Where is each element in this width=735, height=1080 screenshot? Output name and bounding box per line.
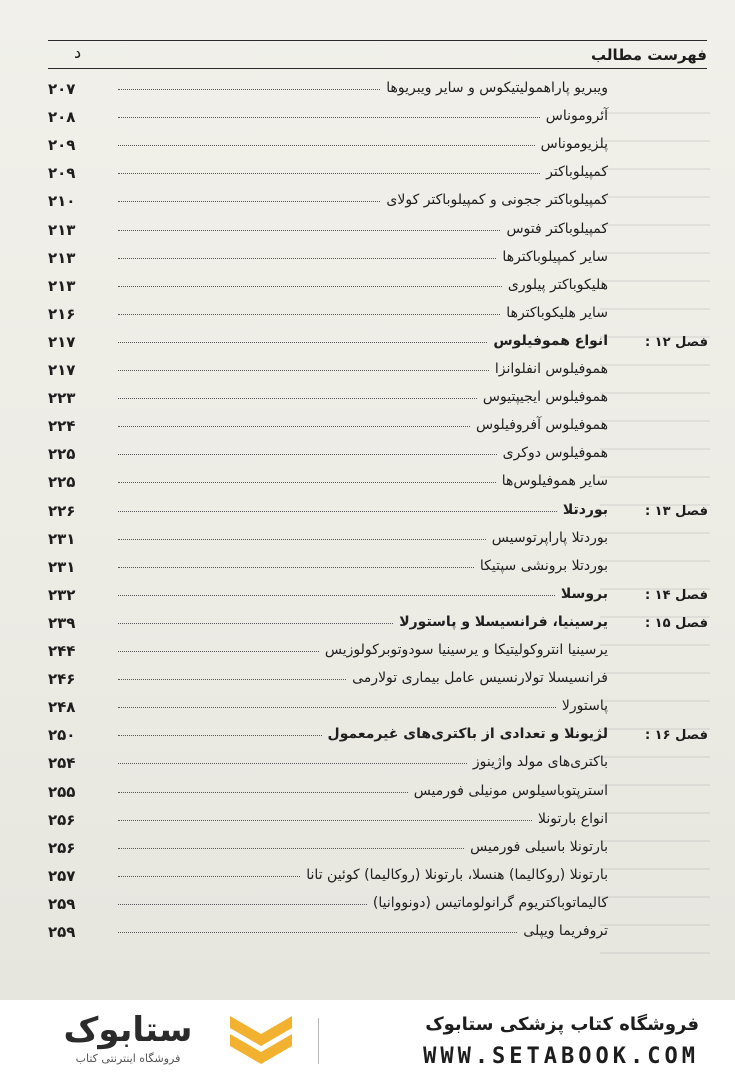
dot-leader [118, 397, 477, 399]
entry-title: بوردتلا [562, 501, 608, 518]
toc-row [48, 106, 708, 134]
page-number: ۲۵۶ [48, 838, 76, 857]
toc-entry [118, 895, 608, 911]
dot-leader [118, 791, 408, 793]
entry-title: ویبریو پاراهمولیتیکوس و سایر ویبریوها [386, 80, 608, 96]
toc-entry [118, 192, 608, 208]
page-title: فهرست مطالب [591, 46, 707, 64]
chapter-label: فصل ۱۲ : [644, 334, 708, 350]
toc-row [48, 303, 708, 331]
dot-leader [118, 425, 470, 427]
entry-title: هموفیلوس آفروفیلوس [476, 417, 608, 434]
running-head [48, 40, 707, 66]
dot-leader [118, 622, 393, 624]
toc-entry [118, 558, 608, 574]
toc-entry [118, 249, 608, 265]
dot-leader [118, 453, 497, 455]
entry-title: سایر هلیکوباکترها [506, 304, 608, 321]
dot-leader [118, 762, 467, 764]
toc-row [48, 471, 708, 499]
dot-leader [118, 594, 555, 596]
toc-row [48, 668, 708, 696]
toc-row [48, 696, 708, 724]
dot-leader [118, 172, 540, 174]
chapter-label: فصل ۱۳ : [644, 503, 708, 519]
page-number: ۲۵۷ [48, 866, 76, 885]
entry-title: فرانسیسلا تولارنسیس عامل بیماری تولارمی [352, 670, 608, 687]
page-number: ۲۰۷ [48, 80, 76, 98]
page-number: ۲۲۶ [48, 501, 76, 520]
entry-title: هموفیلوس دوکری [502, 445, 608, 462]
page-number: ۲۱۶ [48, 304, 76, 323]
toc-entry [118, 389, 608, 405]
entry-title: بارتونلا باسیلی فورمیس [470, 838, 608, 855]
header-rule-bottom [48, 68, 707, 69]
entry-title: بوردتلا پاراپرتوسیس [491, 529, 608, 546]
dot-leader [118, 481, 496, 483]
page-number: ۲۳۱ [48, 557, 76, 576]
toc-row [48, 781, 708, 809]
page-number: ۲۲۵ [48, 445, 76, 464]
toc-entry [118, 586, 608, 602]
toc-entry [118, 277, 608, 293]
page-number: ۲۰۹ [48, 164, 76, 183]
toc-entry [118, 754, 608, 770]
toc-entry [118, 642, 608, 658]
dot-leader [118, 903, 367, 905]
dot-leader [118, 144, 535, 146]
entry-title: کمپیلوباکتر [546, 164, 608, 181]
toc-entry [118, 108, 608, 124]
entry-title: آئروموناس [545, 108, 608, 125]
toc-entry [118, 473, 608, 489]
page-number: ۲۱۳ [48, 220, 76, 239]
page-number: ۲۳۲ [48, 585, 76, 604]
entry-title: هموفیلوس ایجیپتیوس [482, 389, 608, 406]
chapter-label: فصل ۱۶ : [644, 728, 708, 744]
page-number: ۲۱۳ [48, 248, 76, 267]
toc-row [48, 612, 708, 640]
chapter-label: فصل ۱۵ : [644, 615, 708, 631]
page-number: ۲۱۷ [48, 332, 76, 351]
page-number: ۲۰۸ [48, 108, 76, 127]
page-number: ۲۳۱ [48, 529, 76, 548]
banner-divider [318, 1018, 319, 1064]
entry-title: تروفریما ویپلی [523, 923, 608, 939]
toc-row [48, 921, 708, 949]
dot-leader [118, 678, 346, 680]
toc-row [48, 837, 708, 865]
dot-leader [118, 285, 502, 287]
chapter-label: فصل ۱۴ : [644, 587, 708, 603]
toc-row [48, 78, 708, 106]
page-number: ۲۵۴ [48, 754, 76, 773]
toc-entry [118, 305, 608, 321]
page-number: ۲۵۹ [48, 894, 76, 913]
dot-leader [118, 369, 489, 371]
toc-row [48, 556, 708, 584]
entry-title: پلزیوموناس [540, 136, 608, 153]
toc-row [48, 190, 708, 218]
toc-row [48, 500, 708, 528]
entry-title: هلیکوباکتر پیلوری [507, 276, 608, 293]
dot-leader [118, 566, 474, 568]
toc-entry [118, 221, 608, 237]
page-number: ۲۱۷ [48, 361, 76, 379]
entry-title: سایر هموفیلوس‌ها [501, 473, 608, 490]
page-number: ۲۴۶ [48, 670, 76, 689]
entry-title: کمپیلوباکتر فتوس [506, 220, 608, 237]
dot-leader [118, 819, 532, 821]
dot-leader [118, 88, 380, 90]
logo-wordmark: ستابوک [63, 1010, 193, 1050]
page-number: ۲۲۴ [48, 417, 76, 436]
toc-entry [118, 164, 608, 180]
dot-leader [118, 341, 487, 343]
toc-entry [118, 923, 608, 939]
toc-row [48, 584, 708, 612]
entry-title: کالیماتوباکتریوم گرانولوماتیس (دونووانیا) [372, 894, 608, 911]
page-number: ۲۴۸ [48, 698, 76, 717]
chevron-logo-icon [230, 1016, 292, 1066]
toc-row [48, 275, 708, 303]
toc-entry [118, 502, 608, 518]
toc-entry [118, 839, 608, 855]
dot-leader [118, 706, 556, 708]
entry-title: بارتونلا (روکالیما) هنسلا، بارتونلا (روکالیما) کوئین تانا [306, 866, 608, 883]
toc-row [48, 415, 708, 443]
toc-entry [118, 670, 608, 686]
page-number: ۲۱۳ [48, 276, 76, 295]
entry-title: هموفیلوس انفلوانزا [494, 361, 608, 377]
toc-row [48, 443, 708, 471]
page-number: ۲۵۵ [48, 782, 76, 801]
dot-leader [118, 229, 500, 231]
toc-row [48, 219, 708, 247]
entry-title: انواع هموفیلوس [493, 332, 608, 349]
dot-leader [118, 200, 380, 202]
entry-title: استرپتوباسیلوس مونیلی فورمیس [413, 782, 608, 799]
page-number: ۲۳۹ [48, 613, 76, 632]
page-number: ۲۰۹ [48, 136, 76, 155]
dot-leader [118, 650, 319, 652]
dot-leader [118, 931, 517, 933]
toc-entry [118, 726, 608, 742]
toc-row [48, 134, 708, 162]
logo-tagline: فروشگاه اینترنتی کتاب [75, 1052, 181, 1065]
entry-title: باکتری‌های مولد واژینوز [472, 754, 608, 771]
page-number: ۲۵۶ [48, 810, 76, 829]
store-website[interactable]: WWW.SETABOOK.COM [423, 1044, 699, 1069]
toc-row [48, 359, 708, 387]
toc-entry [118, 783, 608, 799]
toc-row [48, 247, 708, 275]
page-number: ۲۱۰ [48, 192, 76, 211]
store-banner [0, 1000, 735, 1080]
dot-leader [118, 875, 300, 877]
toc-entry [118, 445, 608, 461]
entry-title: یرسینیا انتروکولیتیکا و یرسینیا سودوتوبرکولوزیس [324, 642, 608, 658]
toc-entry [118, 867, 608, 883]
dot-leader [118, 313, 500, 315]
toc-row [48, 162, 708, 190]
toc-entry [118, 530, 608, 546]
dot-leader [118, 538, 486, 540]
entry-title: کمپیلوباکتر ججونی و کمپیلوباکتر کولای [386, 192, 608, 209]
entry-title: بوردتلا برونشی سپتیکا [479, 557, 608, 574]
toc-entry [118, 417, 608, 433]
toc-row [48, 640, 708, 668]
page-number: ۲۵۰ [48, 726, 76, 745]
entry-title: لژیونلا و تعدادی از باکتری‌های غیرمعمول [327, 726, 608, 743]
page-number: ۲۴۴ [48, 642, 76, 660]
store-name: فروشگاه کتاب پزشکی ستابوک [425, 1014, 699, 1035]
toc-row [48, 752, 708, 780]
toc-entry [118, 333, 608, 349]
toc-row [48, 724, 708, 752]
page-letter: د [74, 43, 82, 62]
toc-entry [118, 698, 608, 714]
toc-row [48, 387, 708, 415]
dot-leader [118, 510, 557, 512]
toc-row [48, 893, 708, 921]
page-number: ۲۵۹ [48, 923, 76, 941]
toc-row [48, 865, 708, 893]
entry-title: بروسلا [560, 585, 608, 602]
toc-row [48, 809, 708, 837]
toc-entry [118, 361, 608, 377]
dot-leader [118, 257, 496, 259]
dot-leader [118, 116, 540, 118]
toc-entry [118, 136, 608, 152]
header-rule-top [48, 40, 707, 41]
toc-entry [118, 614, 608, 630]
entry-title: انواع بارتونلا [537, 810, 608, 827]
entry-title: سایر کمپیلوباکترها [502, 248, 608, 265]
toc-row [48, 528, 708, 556]
page-number: ۲۲۵ [48, 473, 76, 492]
toc-entry [118, 80, 608, 96]
dot-leader [118, 734, 322, 736]
dot-leader [118, 847, 464, 849]
toc-entry [118, 811, 608, 827]
page-number: ۲۲۳ [48, 389, 76, 408]
toc-row [48, 331, 708, 359]
entry-title: یرسینیا، فرانسیسلا و پاستورلا [399, 613, 608, 630]
entry-title: پاستورلا [561, 698, 608, 715]
